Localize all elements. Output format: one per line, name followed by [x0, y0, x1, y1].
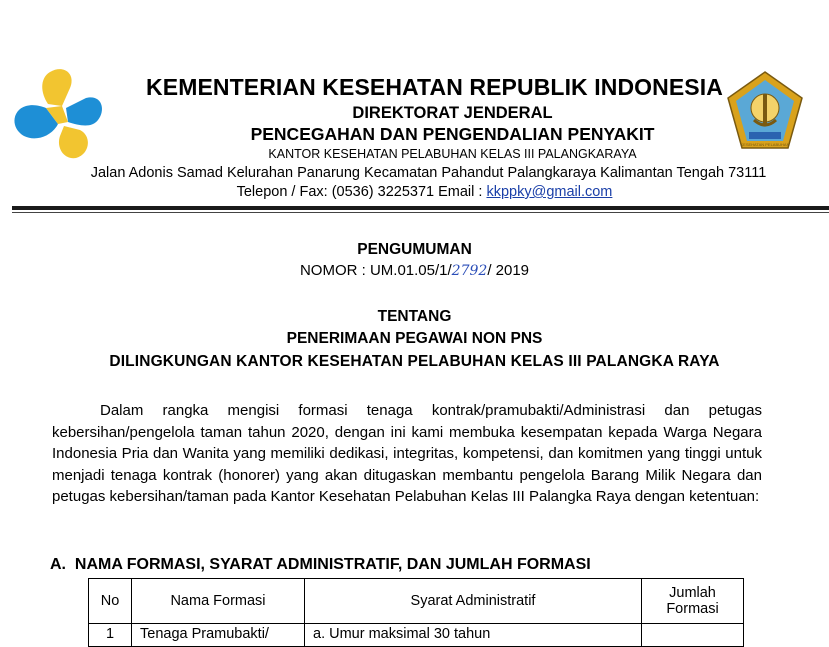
- contact-phone-fax: Telepon / Fax: (0536) 3225371 Email :: [236, 184, 487, 200]
- announcement-title: PENGUMUMAN: [357, 241, 472, 258]
- cell-nama: Tenaga Pramubakti/: [132, 624, 305, 647]
- subject-line-1: PENERIMAAN PEGAWAI NON PNS: [286, 330, 543, 347]
- directorate-title: DIREKTORAT JENDERAL: [352, 104, 553, 122]
- office-contact: [10, 184, 829, 200]
- table-row: [89, 624, 744, 647]
- formation-table: [88, 578, 744, 647]
- header-no: No: [89, 579, 132, 624]
- header-syarat-administratif: Syarat Administratif: [305, 579, 642, 624]
- emblem-text: KESEHATAN PELABUHAN: [740, 142, 790, 147]
- intro-paragraph: Dalam rangka mengisi formasi tenaga kontrak/pramubakti/Administrasi dan petugas kebersihan/pengelola taman tahun 2020, dengan ini kami membuka kesempatan kepada Warga Negara Indonesia Pria dan Wanita yang memiliki dedikasi, integritas, kompetensi, dan komitmen yang tinggi untuk menjadi tenaga kontrak (honorer) yang akan ditugaskan membantu pengelola Barang Milik Negara dan petugas kebersihan/taman pada Kantor Kesehatan Pelabuhan Kelas III Palangka Raya dengan ketentuan:: [52, 402, 762, 505]
- cell-syarat: a. Umur maksimal 30 tahun: [305, 624, 642, 647]
- header-jumlah-line2: Formasi: [666, 601, 719, 617]
- announcement-number: [0, 262, 829, 279]
- cell-jumlah: [642, 624, 744, 647]
- header-jumlah-line1: Jumlah: [669, 585, 716, 601]
- letterhead-divider-thick: [12, 206, 829, 210]
- cell-no: 1: [89, 624, 132, 647]
- number-prefix: NOMOR : UM.01.05/1/: [299, 262, 452, 279]
- number-suffix: / 2019: [487, 262, 530, 279]
- section-a-heading: A. NAMA FORMASI, SYARAT ADMINISTRATIF, DAN JUMLAH FORMASI: [50, 556, 591, 573]
- subject-line-2: DILINGKUNGAN KANTOR KESEHATAN PELABUHAN KELAS III PALANGKA RAYA: [109, 353, 720, 370]
- table-header-row: [89, 579, 744, 624]
- office-name: KANTOR KESEHATAN PELABUHAN KELAS III PALANGKARAYA: [268, 147, 637, 161]
- header-nama-formasi: Nama Formasi: [132, 579, 305, 624]
- division-title: PENCEGAHAN DAN PENGENDALIAN PENYAKIT: [250, 124, 655, 144]
- letterhead-divider-thin: [12, 212, 829, 213]
- ministry-title: KEMENTERIAN KESEHATAN REPUBLIK INDONESIA: [146, 74, 723, 100]
- about-label: TENTANG: [377, 308, 452, 325]
- office-address: Jalan Adonis Samad Kelurahan Panarung Kecamatan Pahandut Palangkaraya Kalimantan Tengah 73111: [90, 165, 767, 181]
- email-link[interactable]: kkppky@gmail.com: [486, 184, 613, 200]
- header-jumlah-formasi: [642, 579, 744, 624]
- number-handwritten: 2792: [451, 263, 488, 279]
